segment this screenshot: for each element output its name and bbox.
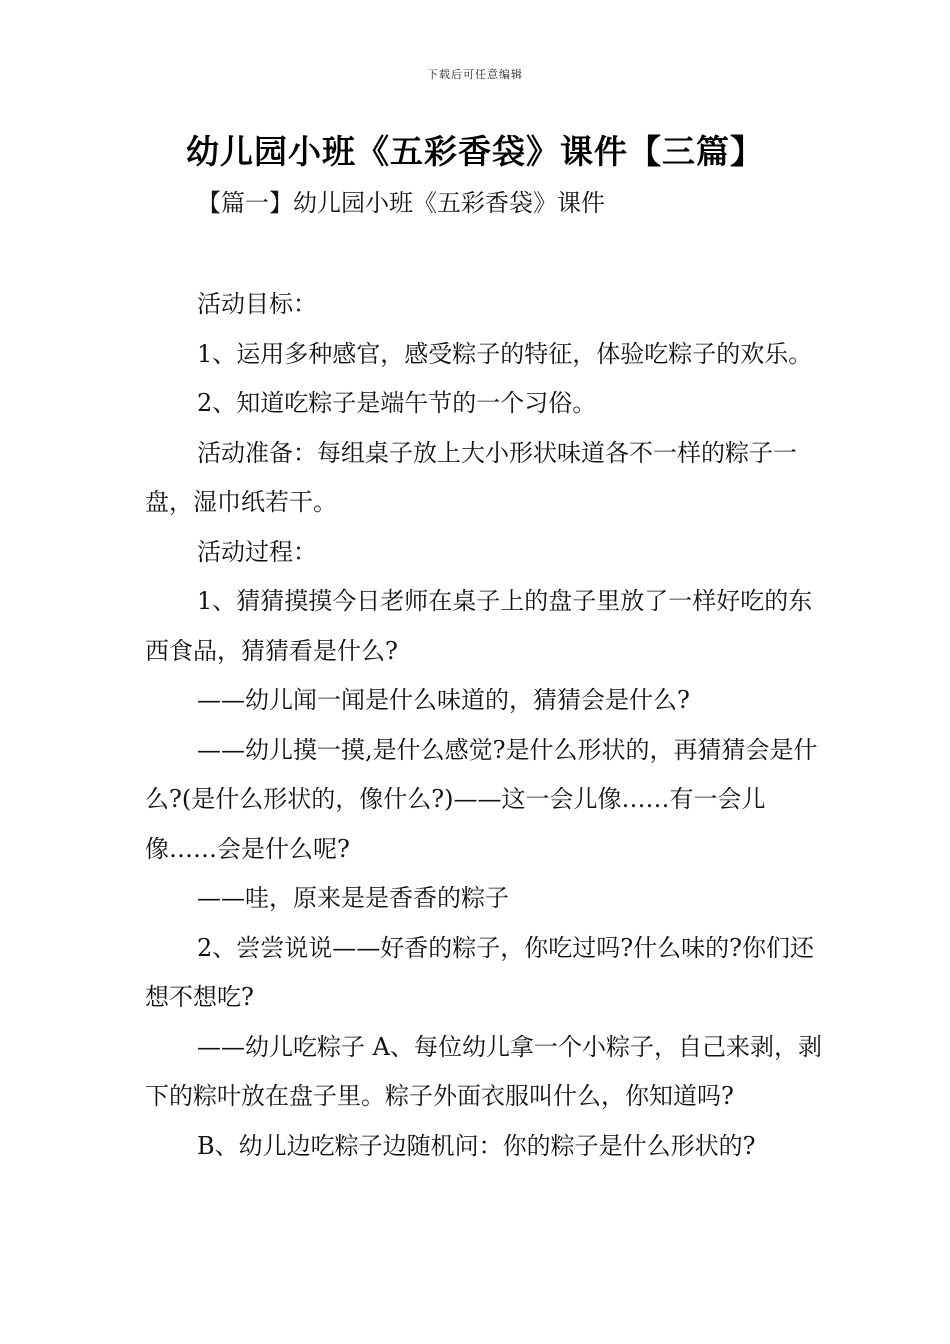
paragraph-objectives-heading: 活动目标： [197, 290, 317, 318]
paragraph: ——哇，原来是是香香的粽子 [197, 884, 509, 912]
paragraph: ——幼儿闻一闻是什么味道的，猜猜会是什么? [197, 686, 690, 714]
section-heading: 【篇一】幼儿园小班《五彩香袋》课件 [197, 189, 605, 217]
paragraph-process-heading: 活动过程： [197, 537, 317, 566]
paragraph: 2、尝尝说说——好香的粽子，你吃过吗?什么味的?你们还想不想吃? [145, 933, 815, 1011]
paragraph-preparation: 活动准备：每组桌子放上大小形状味道各不一样的粽子一盘，湿巾纸若干。 [145, 438, 797, 516]
paragraph: 1、运用多种感官，感受粽子的特征，体验吃粽子的欢乐。 [197, 339, 813, 368]
document-title: 幼儿园小班《五彩香袋》课件【三篇】 [186, 132, 764, 171]
paragraph: ——幼儿摸一摸,是什么感觉?是什么形状的，再猜猜会是什么?(是什么形状的，像什么?)——这一会儿像……有一会儿像……会是什么呢? [145, 735, 818, 863]
paragraph: ——幼儿吃粽子 A、每位幼儿拿一个小粽子，自己来剥，剥下的粽叶放在盘子里。粽子外面衣服叫什么，你知道吗? [145, 1032, 822, 1110]
document-body [145, 280, 827, 1171]
paragraph: B、幼儿边吃粽子边随机问：你的粽子是什么形状的? [197, 1131, 756, 1160]
paragraph: 1、猜猜摸摸今日老师在桌子上的盘子里放了一样好吃的东西食品，猜猜看是什么? [145, 587, 813, 665]
paragraph: 2、知道吃粽子是端午节的一个习俗。 [197, 389, 597, 417]
header-note: 下载后可任意编辑 [427, 68, 523, 81]
